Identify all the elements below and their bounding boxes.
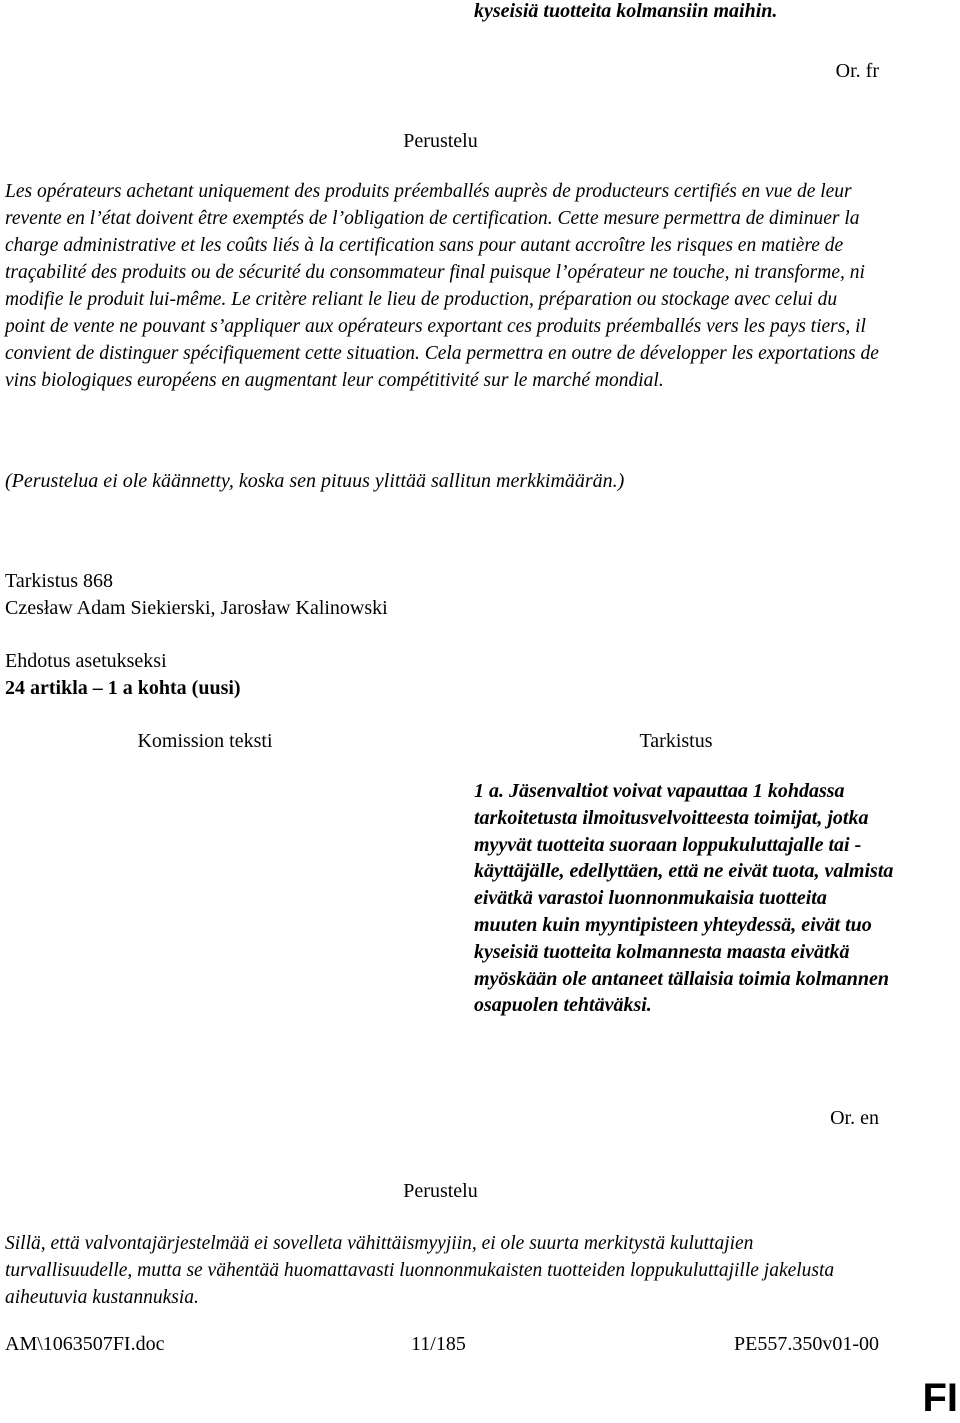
language-code-badge: FI [922, 1376, 958, 1420]
footer-page-number: 11/185 [411, 1333, 466, 1355]
amendment-title: Tarkistus 868 [5, 570, 114, 592]
column-header-amendment: Tarkistus [639, 730, 713, 752]
amendment-text-cell: 1 a. Jäsenvaltiot voivat vapauttaa 1 kohdassa tarkoitetusta ilmoitusvelvoitteesta toimijat, jotka myyvät tuotteita suoraan loppukuluttajalle tai -käyttäjälle, edellyttäen, että ne eivät tuota, valmista eivätkä varastoi luonnonmukaisia tuotteita muuten kuin myyntipisteen yhteydessä, eivät tuo kyseisiä tuotteita kolmannesta maasta eivätkä myöskään ole antaneet tällaisia toimia kolmannen osapuolen tehtäväksi. [474, 780, 894, 1017]
justification-paragraph-fr: Les opérateurs achetant uniquement des produits préemballés auprès de producteurs certifiés en vue de leur revente en l’état doivent être exemptés de l’obligation de certification. Cette mesure permettra de diminuer la charge administrative et les coûts liés à la certification sans pour autant accroître les risques en matière de traçabilité des produits ou de sécurité du consommateur final puisque l’opérateur ne touche, ni transforme, ni modifie le produit lui-même. Le critère reliant le lieu de production, préparation ou stockage avec celui du point de vente ne pouvant s’appliquer aux opérateurs exportant ces produits préemballés vers les pays tiers, il convient de distinguer spécifiquement cette situation. Cela permettra en outre de développer les exportations de vins biologiques européens en augmentant leur compétitivité sur le marché mondial. [5, 181, 879, 391]
continuation-text: kyseisiä tuotteita kolmansiin maihin. [474, 0, 778, 22]
article-reference: 24 artikla – 1 a kohta (uusi) [5, 677, 241, 699]
footer-pe-reference: PE557.350v01-00 [734, 1333, 879, 1355]
proposal-label: Ehdotus asetukseksi [5, 650, 167, 672]
justification-paragraph-fi: Sillä, että valvontajärjestelmää ei sovelleta vähittäismyyjiin, ei ole suurta merkitystä kuluttajien turvallisuudelle, mutta se vähentää huomattavasti luonnonmukaisten tuotteiden loppukuluttajille jakelusta aiheutuvia kustannuksia. [5, 1233, 835, 1308]
footer-doc-reference: AM\1063507FI.doc [5, 1333, 165, 1355]
justification-heading-2: Perustelu [403, 1180, 478, 1202]
amendment-authors: Czesław Adam Siekierski, Jarosław Kalinowski [5, 597, 388, 619]
justification-heading: Perustelu [403, 130, 478, 152]
language-marker-fr: Or. fr [835, 60, 879, 82]
translation-note: (Perustelua ei ole käännetty, koska sen pituus ylittää sallitun merkkimäärän.) [5, 470, 625, 492]
language-marker-en: Or. en [830, 1107, 879, 1129]
column-header-commission-text: Komission teksti [137, 730, 273, 752]
